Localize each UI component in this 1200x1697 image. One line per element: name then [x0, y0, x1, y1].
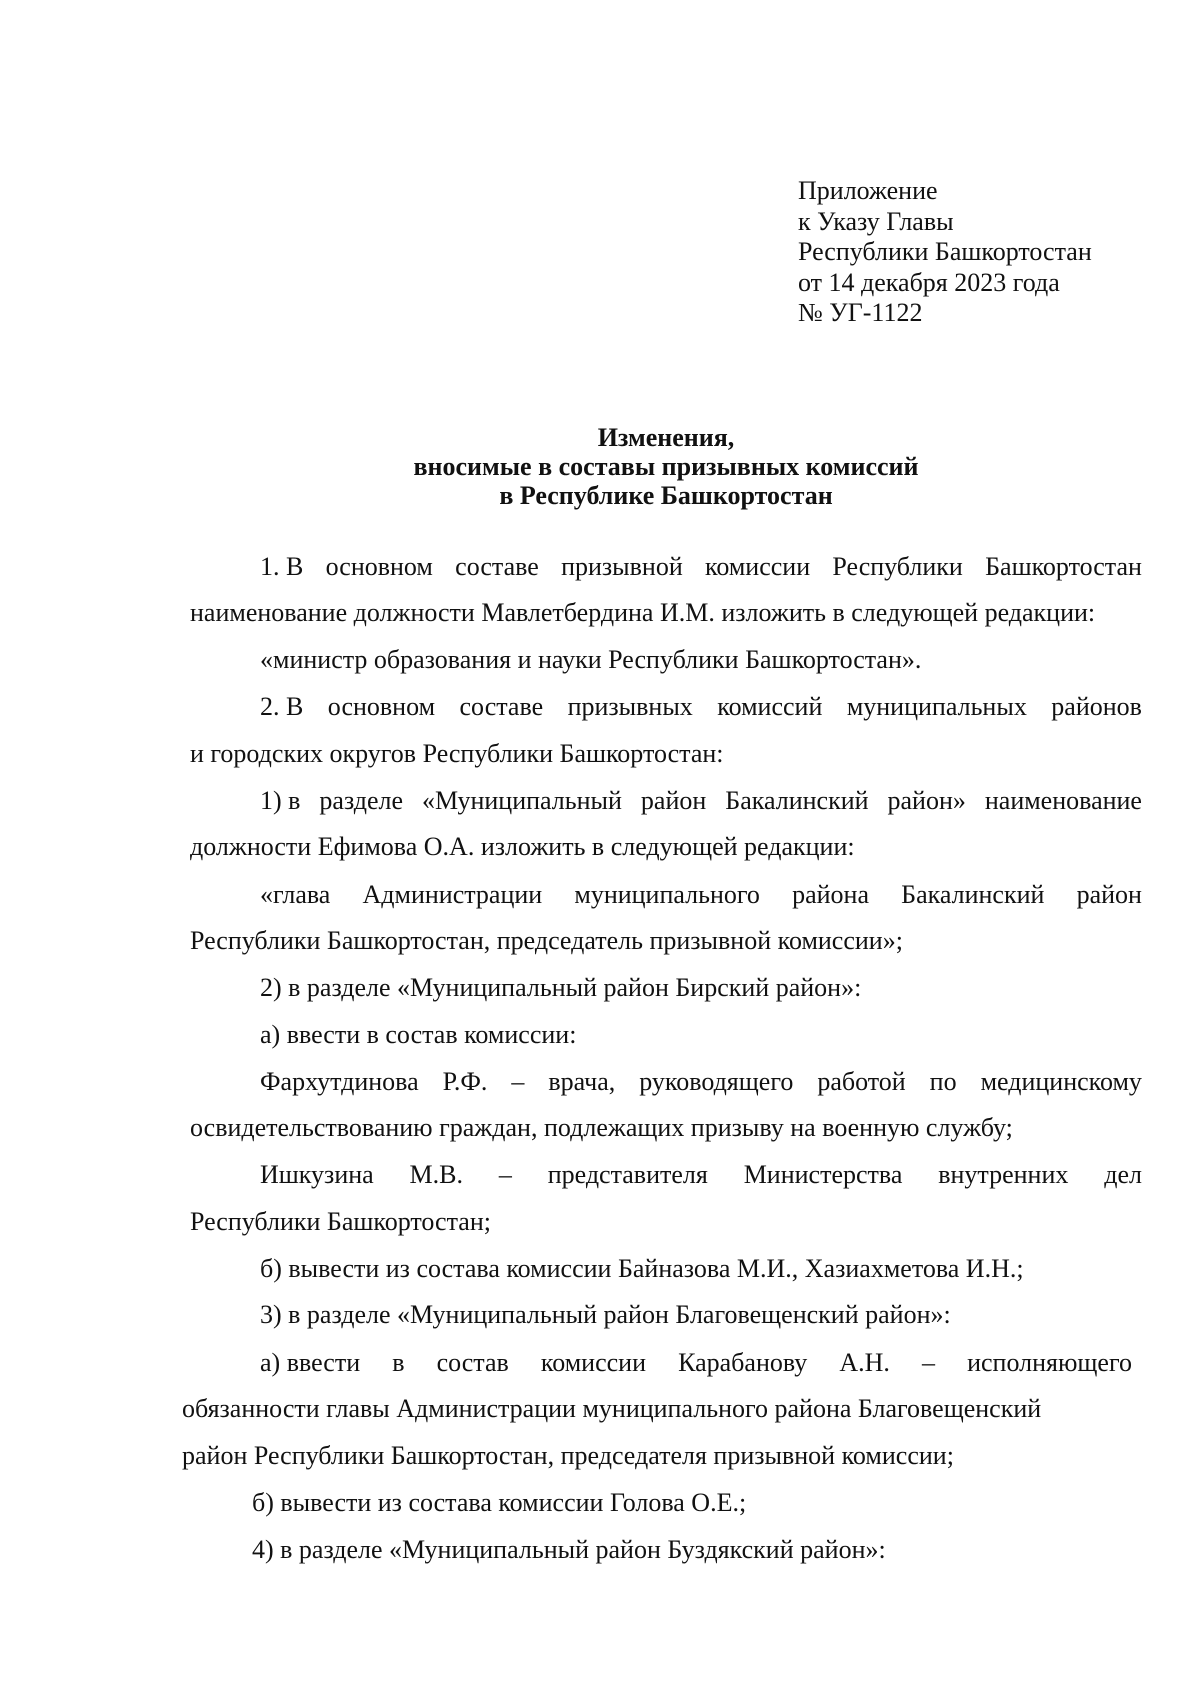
word: комиссии — [540, 1348, 646, 1377]
word: представителя — [547, 1160, 708, 1189]
word: муниципальных — [846, 692, 1027, 721]
appendix-line: Республики Башкортостан — [798, 237, 1092, 266]
paragraph-1-line-1 — [260, 552, 1142, 582]
word: разделе — [319, 786, 404, 815]
paragraph-6: 2) в разделе «Муниципальный район Бирский район»: — [260, 973, 862, 1002]
word: муниципального — [574, 880, 760, 909]
word: работой — [817, 1067, 906, 1096]
word: Башкортостан — [985, 552, 1142, 581]
appendix-line: Приложение — [798, 176, 938, 205]
word: М.В. — [409, 1160, 464, 1189]
word: основном — [325, 552, 433, 581]
paragraph-4-line-2: должности Ефимова О.А. изложить в следующей редакции: — [190, 832, 855, 861]
paragraph-13: б) вывести из состава комиссии Голова О.Е.; — [252, 1488, 747, 1517]
word: Карабанову — [678, 1348, 808, 1377]
paragraph-12-line-1 — [260, 1348, 1132, 1378]
paragraph-11: 3) в разделе «Муниципальный район Благовещенский район»: — [260, 1300, 951, 1329]
appendix-line: № УГ-1122 — [798, 298, 923, 327]
word: Р.Ф. — [442, 1067, 488, 1096]
paragraph-12-line-2: обязанности главы Администрации муниципального района Благовещенский — [182, 1394, 1042, 1423]
paragraph-4-line-1 — [260, 786, 1142, 816]
document-title — [190, 423, 1142, 510]
word: Администрации — [362, 880, 543, 909]
word: а) ввести — [260, 1348, 361, 1377]
word: по — [929, 1067, 957, 1096]
paragraph-12-line-3: район Республики Башкортостан, председателя призывной комиссии; — [182, 1441, 954, 1470]
word: районов — [1051, 692, 1142, 721]
word: – — [498, 1160, 512, 1189]
word: состав — [436, 1348, 509, 1377]
word: внутренних — [938, 1160, 1069, 1189]
paragraph-5-line-2: Республики Башкортостан, председатель призывной комиссии»; — [190, 926, 903, 955]
title-line: вносимые в составы призывных комиссий — [413, 452, 919, 481]
paragraph-8-line-1 — [260, 1067, 1142, 1097]
paragraph-3-line-1 — [260, 692, 1142, 722]
word: район — [640, 786, 707, 815]
word: Бакалинский — [901, 880, 1045, 909]
word: Республики — [832, 552, 963, 581]
word: А.Н. — [839, 1348, 890, 1377]
word: комиссии — [705, 552, 811, 581]
word: в — [392, 1348, 405, 1377]
word: комиссий — [717, 692, 823, 721]
paragraph-14: 4) в разделе «Муниципальный район Буздякский район»: — [252, 1535, 886, 1564]
word: район» — [887, 786, 966, 815]
word: наименование — [984, 786, 1142, 815]
paragraph-2: «министр образования и науки Республики Башкортостан». — [260, 645, 922, 674]
word: исполняющего — [967, 1348, 1132, 1377]
word: – — [922, 1348, 935, 1377]
word: Министерства — [743, 1160, 903, 1189]
paragraph-5-line-1 — [260, 880, 1142, 910]
paragraph-7: а) ввести в состав комиссии: — [260, 1020, 577, 1049]
word: Фархутдинова — [260, 1067, 419, 1096]
word: Ишкузина — [260, 1160, 374, 1189]
word: «Муниципальный — [422, 786, 622, 815]
word: района — [792, 880, 869, 909]
paragraph-3-line-2: и городских округов Республики Башкортостан: — [190, 739, 724, 768]
paragraph-9-line-1 — [260, 1160, 1142, 1190]
paragraph-10: б) вывести из состава комиссии Байназова М.И., Хазиахметова И.Н.; — [260, 1254, 1024, 1283]
word: – — [511, 1067, 525, 1096]
word: район — [1076, 880, 1142, 909]
word: 1. В — [260, 552, 304, 581]
word: составе — [455, 552, 539, 581]
word: руководящего — [639, 1067, 794, 1096]
word: основном — [327, 692, 436, 721]
paragraph-8-line-2: освидетельствованию граждан, подлежащих призыву на военную службу; — [190, 1113, 1013, 1142]
word: составе — [459, 692, 544, 721]
paragraph-9-line-2: Республики Башкортостан; — [190, 1207, 491, 1236]
appendix-block — [798, 176, 1092, 329]
word: врача, — [548, 1067, 616, 1096]
appendix-line: от 14 декабря 2023 года — [798, 267, 1060, 297]
word: призывной — [561, 552, 683, 581]
word: 1) в — [260, 786, 301, 815]
word: 2. В — [260, 692, 304, 721]
word: медицинскому — [980, 1067, 1142, 1096]
title-line: Изменения, — [597, 423, 735, 452]
word: призывных — [567, 692, 693, 721]
word: «глава — [260, 880, 331, 909]
word: дел — [1104, 1160, 1142, 1189]
word: Бакалинский — [725, 786, 869, 815]
appendix-line: к Указу Главы — [798, 206, 954, 236]
title-line: в Республике Башкортостан — [499, 481, 833, 510]
paragraph-1-line-2: наименование должности Мавлетбердина И.М. изложить в следующей редакции: — [190, 598, 1096, 627]
